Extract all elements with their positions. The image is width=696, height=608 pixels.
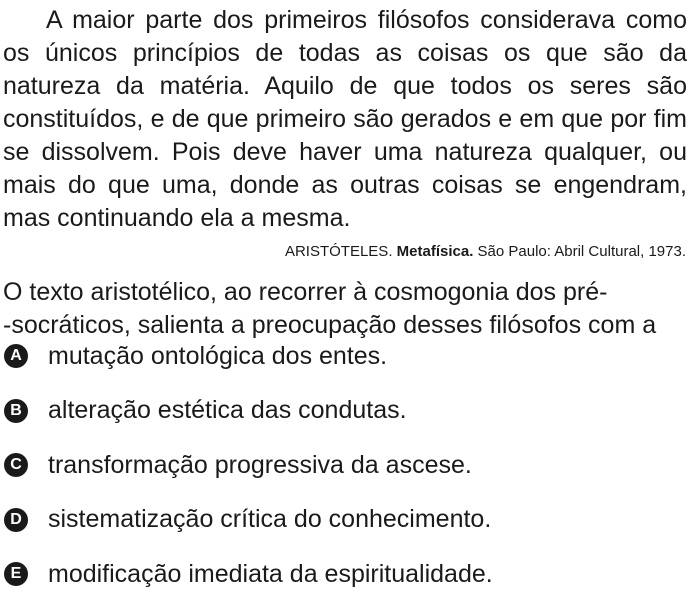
citation-publication: São Paulo: Abril Cultural, 1973. [477,243,686,260]
letter-badge-c: C [4,453,28,477]
alternative-b-text: alteração estética das condutas. [48,396,407,424]
question-stem-line-2: -socráticos, salienta a preocupação desses filósofos com a [3,311,657,339]
alternative-a-text: mutação ontológica dos entes. [48,341,388,370]
alternative-a[interactable] [4,335,493,377]
alternative-c[interactable] [4,444,493,486]
citation [285,243,686,261]
question-stem-line-1: O texto aristotélico, ao recorrer à cosmogonia dos pré- [3,278,608,306]
alternative-c-text: transformação progressiva da ascese. [48,450,472,479]
passage-text: A maior parte dos primeiros filósofos considerava como os únicos princípios de todas as coisas os que são da natureza da matéria. Aquilo de que todos os seres são constituídos, e de que primeiro são gerados e em que por fim se dissolvem. Pois deve haver uma natureza qualquer, ou mais do que uma, donde as outras coisas se engendram, mas continuando ela a mesma. [3,6,687,232]
alternatives-list [4,335,493,608]
alternative-d[interactable] [4,499,493,541]
letter-badge-d: D [4,508,28,532]
alternative-b[interactable] [4,390,493,432]
citation-author: ARISTÓTELES. [284,243,393,260]
citation-work: Metafísica. [396,243,474,260]
letter-badge-a: A [4,344,28,368]
letter-badge-b: B [4,399,28,423]
letter-badge-e: E [4,562,28,586]
question-stem [3,276,687,342]
alternative-e-text: modificação imediata da espiritualidade. [48,559,493,588]
alternative-d-text: sistematização crítica do conhecimento. [48,505,492,533]
